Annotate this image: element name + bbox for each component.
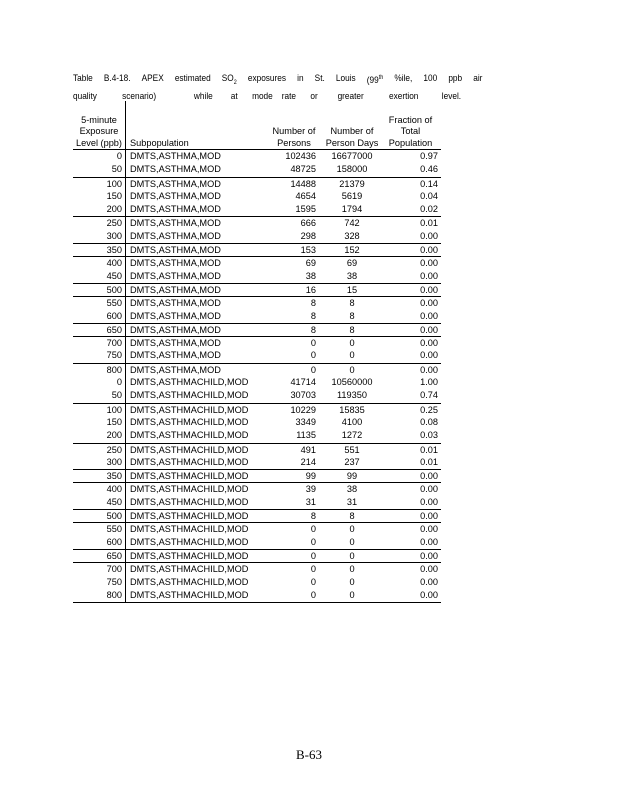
- caption-line-1: [73, 72, 483, 90]
- number-of-persons-cell: 0: [310, 338, 316, 349]
- exposure-level-cell: 550: [106, 524, 122, 535]
- subpopulation-cell: DMTS,ASTHMACHILD,MOD: [125, 496, 264, 509]
- fraction-cell: 0.08: [420, 416, 438, 427]
- caption-word: Louis: [335, 73, 356, 83]
- number-of-persons-cell: 0: [310, 576, 316, 587]
- table-row: [73, 482, 441, 495]
- number-of-persons-cell: 491: [300, 444, 316, 455]
- subpopulation-cell: DMTS,ASTHMA,MOD: [125, 337, 264, 349]
- table-row: [73, 456, 441, 469]
- exposure-level-cell: 650: [106, 550, 122, 561]
- number-of-person-days-cell: 1794: [341, 204, 363, 215]
- exposure-level-cell: 50: [111, 390, 122, 401]
- exposure-level-cell: 300: [106, 456, 122, 467]
- exposure-level-cell: 200: [106, 430, 122, 441]
- table-row: [73, 536, 441, 549]
- fraction-cell: 0.00: [420, 496, 438, 507]
- table-row: [73, 177, 441, 190]
- exposure-level-cell: 600: [106, 310, 122, 321]
- header-fraction-of-population: Fraction of Total Population: [388, 114, 433, 148]
- number-of-person-days-cell: 31: [346, 496, 358, 507]
- number-of-persons-cell: 0: [310, 364, 316, 375]
- fraction-cell: 0.74: [420, 390, 438, 401]
- number-of-persons-cell: 38: [305, 270, 316, 281]
- subpopulation-cell: DMTS,ASTHMA,MOD: [125, 190, 264, 203]
- caption-word: air: [473, 73, 483, 83]
- subpopulation-cell: DMTS,ASTHMACHILD,MOD: [125, 456, 264, 469]
- exposure-level-cell: 650: [106, 324, 122, 335]
- table-header: [73, 101, 441, 150]
- number-of-person-days-cell: 1272: [341, 430, 363, 441]
- number-of-person-days-cell: 16677000: [331, 151, 373, 161]
- subpopulation-cell: DMTS,ASTHMA,MOD: [125, 163, 264, 176]
- number-of-persons-cell: 1135: [296, 430, 316, 441]
- caption-word: Table: [73, 73, 93, 83]
- fraction-cell: 0.14: [420, 178, 438, 189]
- fraction-cell: 0.00: [420, 284, 438, 295]
- number-of-person-days-cell: 0: [349, 536, 355, 547]
- caption-word: greater: [337, 90, 364, 101]
- caption-word: ppb: [448, 73, 463, 83]
- number-of-person-days-cell: 8: [349, 324, 355, 335]
- number-of-persons-cell: 48725: [290, 164, 316, 175]
- header-number-of-person-days: Number of Person Days: [325, 126, 379, 148]
- exposure-level-cell: 800: [106, 364, 122, 375]
- caption-word: while: [193, 90, 213, 101]
- fraction-cell: 0.00: [420, 350, 438, 361]
- number-of-persons-cell: 3349: [295, 416, 316, 427]
- subpopulation-cell: DMTS,ASTHMA,MOD: [125, 324, 264, 336]
- exposure-level-cell: 150: [106, 416, 122, 427]
- table-row: [73, 416, 441, 429]
- number-of-persons-cell: 31: [305, 496, 316, 507]
- table-row: [73, 230, 441, 243]
- caption-word: exertion: [388, 90, 419, 101]
- number-of-person-days-cell: 10560000: [331, 377, 373, 388]
- fraction-cell: 0.46: [420, 164, 438, 175]
- caption-word: at: [230, 90, 238, 101]
- table-row: [73, 243, 441, 256]
- number-of-persons-cell: 8: [310, 298, 316, 309]
- exposure-level-cell: 100: [106, 178, 122, 189]
- exposure-level-cell: 0: [116, 151, 122, 161]
- exposure-level-cell: 150: [106, 190, 122, 201]
- header-exposure-level: 5-minute Exposure Level (ppb): [76, 114, 122, 148]
- table-row: [73, 270, 441, 283]
- exposure-level-cell: 350: [106, 245, 122, 256]
- subpopulation-cell: DMTS,ASTHMA,MOD: [125, 230, 264, 243]
- number-of-person-days-cell: 4100: [341, 416, 363, 427]
- table-row: [73, 190, 441, 203]
- number-of-persons-cell: 16: [305, 284, 316, 295]
- exposure-level-cell: 400: [106, 484, 122, 495]
- fraction-cell: 0.00: [420, 364, 438, 375]
- table-row: [73, 589, 441, 603]
- fraction-cell: 0.97: [420, 151, 438, 161]
- fraction-cell: 1.00: [420, 377, 438, 388]
- subpopulation-cell: DMTS,ASTHMACHILD,MOD: [125, 550, 264, 562]
- exposure-level-cell: 250: [106, 218, 122, 229]
- number-of-persons-cell: 0: [310, 536, 316, 547]
- exposure-level-cell: 250: [106, 444, 122, 455]
- number-of-person-days-cell: 69: [346, 258, 358, 269]
- number-of-person-days-cell: 38: [346, 270, 358, 281]
- subpopulation-cell: DMTS,ASTHMACHILD,MOD: [125, 416, 264, 429]
- table-row: [73, 296, 441, 309]
- subpopulation-cell: DMTS,ASTHMACHILD,MOD: [125, 536, 264, 549]
- caption-pct: (99: [366, 75, 379, 86]
- number-of-persons-cell: 99: [305, 471, 316, 482]
- fraction-cell: 0.00: [420, 245, 438, 256]
- table-row: [73, 496, 441, 509]
- number-of-person-days-cell: 8: [349, 298, 355, 309]
- table-caption: [73, 72, 483, 103]
- table-row: [73, 549, 441, 562]
- fraction-cell: 0.00: [420, 310, 438, 321]
- subpopulation-cell: DMTS,ASTHMACHILD,MOD: [125, 483, 264, 495]
- subpopulation-cell: DMTS,ASTHMA,MOD: [125, 349, 264, 362]
- exposure-level-cell: 750: [106, 350, 122, 361]
- subpopulation-cell: DMTS,ASTHMACHILD,MOD: [125, 404, 264, 416]
- number-of-persons-cell: 0: [310, 589, 316, 600]
- number-of-person-days-cell: 38: [346, 484, 358, 495]
- caption-word: in: [297, 73, 304, 83]
- header-subpopulation: Subpopulation: [125, 101, 264, 149]
- exposure-level-cell: 600: [106, 536, 122, 547]
- number-of-persons-cell: 41714: [290, 377, 316, 388]
- exposure-level-cell: 200: [106, 204, 122, 215]
- fraction-cell: 0.00: [420, 564, 438, 575]
- caption-word: [222, 72, 237, 90]
- table-row: [73, 522, 441, 535]
- caption-word: level.: [441, 90, 462, 101]
- fraction-cell: 0.00: [420, 258, 438, 269]
- fraction-cell: 0.03: [420, 430, 438, 441]
- caption-word: %ile,: [394, 73, 413, 83]
- exposure-level-cell: 450: [106, 270, 122, 281]
- number-of-persons-cell: 298: [300, 230, 316, 241]
- fraction-cell: 0.25: [420, 404, 438, 415]
- table-row: [73, 323, 441, 336]
- table-row: [73, 562, 441, 575]
- exposure-level-cell: 700: [106, 564, 122, 575]
- exposure-level-cell: 500: [106, 511, 122, 522]
- table-row: [73, 376, 441, 389]
- table-row: [73, 509, 441, 522]
- number-of-persons-cell: 30703: [290, 390, 316, 401]
- number-of-person-days-cell: 328: [344, 230, 360, 241]
- fraction-cell: 0.00: [420, 338, 438, 349]
- number-of-person-days-cell: 237: [344, 456, 360, 467]
- exposure-table: [73, 101, 441, 603]
- exposure-level-cell: 500: [106, 284, 122, 295]
- number-of-persons-cell: 666: [300, 218, 316, 229]
- number-of-person-days-cell: 0: [349, 338, 355, 349]
- table-row: [73, 203, 441, 216]
- number-of-person-days-cell: 0: [349, 550, 355, 561]
- exposure-level-cell: 350: [106, 471, 122, 482]
- table-row: [73, 469, 441, 482]
- caption-word: B.4-18.: [103, 73, 131, 83]
- fraction-cell: 0.04: [420, 190, 438, 201]
- exposure-level-cell: 50: [111, 164, 122, 175]
- fraction-cell: 0.00: [420, 511, 438, 522]
- subpopulation-cell: DMTS,ASTHMA,MOD: [125, 297, 264, 309]
- subpopulation-cell: DMTS,ASTHMA,MOD: [125, 244, 264, 256]
- number-of-persons-cell: 0: [310, 550, 316, 561]
- caption-word: St.: [314, 73, 325, 83]
- exposure-level-cell: 550: [106, 298, 122, 309]
- table-row: [73, 363, 441, 376]
- fraction-cell: 0.00: [420, 484, 438, 495]
- header-number-of-persons: Number of Persons: [272, 126, 316, 148]
- number-of-person-days-cell: 742: [344, 218, 360, 229]
- number-of-person-days-cell: 5619: [341, 190, 363, 201]
- exposure-level-cell: 0: [116, 377, 122, 388]
- fraction-cell: 0.01: [420, 456, 438, 467]
- table-row: [73, 283, 441, 296]
- fraction-cell: 0.00: [420, 324, 438, 335]
- subpopulation-cell: DMTS,ASTHMACHILD,MOD: [125, 470, 264, 482]
- exposure-level-cell: 100: [106, 404, 122, 415]
- table-row: [73, 429, 441, 442]
- subpopulation-cell: DMTS,ASTHMACHILD,MOD: [125, 444, 264, 456]
- caption-superscript: th: [378, 75, 384, 81]
- number-of-persons-cell: 8: [310, 310, 316, 321]
- subpopulation-cell: DMTS,ASTHMA,MOD: [125, 150, 264, 163]
- caption-subscript: 2: [233, 79, 237, 86]
- fraction-cell: 0.00: [420, 298, 438, 309]
- number-of-persons-cell: 153: [300, 245, 316, 256]
- fraction-cell: 0.00: [420, 536, 438, 547]
- subpopulation-cell: DMTS,ASTHMA,MOD: [125, 310, 264, 323]
- fraction-cell: 0.01: [420, 444, 438, 455]
- fraction-cell: 0.01: [420, 218, 438, 229]
- number-of-person-days-cell: 8: [349, 511, 355, 522]
- number-of-person-days-cell: 99: [346, 471, 358, 482]
- fraction-cell: 0.00: [420, 270, 438, 281]
- table-row: [73, 163, 441, 176]
- number-of-person-days-cell: 15: [346, 284, 358, 295]
- table-row: [73, 349, 441, 362]
- table-row: [73, 403, 441, 416]
- number-of-persons-cell: 0: [310, 350, 316, 361]
- page-number: B-63: [296, 747, 322, 762]
- number-of-person-days-cell: 0: [349, 589, 355, 600]
- exposure-level-cell: 800: [106, 589, 122, 600]
- number-of-persons-cell: 14488: [290, 178, 316, 189]
- table-row: [73, 576, 441, 589]
- caption-word: mode: [252, 90, 273, 101]
- subpopulation-cell: DMTS,ASTHMACHILD,MOD: [125, 510, 264, 522]
- table-row: [73, 256, 441, 269]
- number-of-person-days-cell: 551: [344, 444, 360, 455]
- caption-word: rate: [281, 90, 297, 101]
- number-of-persons-cell: 8: [310, 324, 316, 335]
- subpopulation-cell: DMTS,ASTHMACHILD,MOD: [125, 389, 264, 402]
- number-of-person-days-cell: 8: [349, 310, 355, 321]
- table-body: [73, 150, 441, 603]
- exposure-level-cell: 750: [106, 576, 122, 587]
- table-row: [73, 336, 441, 349]
- number-of-person-days-cell: 21379: [339, 178, 365, 189]
- table-row: [73, 389, 441, 402]
- exposure-level-cell: 700: [106, 338, 122, 349]
- fraction-cell: 0.00: [420, 589, 438, 600]
- fraction-cell: 0.00: [420, 576, 438, 587]
- caption-word: or: [310, 90, 318, 101]
- number-of-person-days-cell: 0: [349, 564, 355, 575]
- subpopulation-cell: DMTS,ASTHMA,MOD: [125, 270, 264, 283]
- exposure-level-cell: 450: [106, 496, 122, 507]
- number-of-persons-cell: 39: [305, 484, 316, 495]
- table-row: [73, 310, 441, 323]
- caption-word: APEX: [141, 73, 164, 83]
- caption-word: exposures: [247, 73, 287, 83]
- subpopulation-cell: DMTS,ASTHMACHILD,MOD: [125, 376, 264, 389]
- number-of-person-days-cell: 0: [349, 524, 355, 535]
- caption-word: quality: [73, 90, 97, 101]
- number-of-persons-cell: 8: [310, 511, 316, 522]
- subpopulation-cell: DMTS,ASTHMA,MOD: [125, 364, 264, 376]
- number-of-person-days-cell: 158000: [336, 164, 368, 175]
- fraction-cell: 0.00: [420, 471, 438, 482]
- subpopulation-cell: DMTS,ASTHMA,MOD: [125, 203, 264, 216]
- fraction-cell: 0.00: [420, 230, 438, 241]
- number-of-persons-cell: 0: [310, 524, 316, 535]
- number-of-persons-cell: 214: [300, 456, 316, 467]
- table-row: [73, 216, 441, 229]
- subpopulation-cell: DMTS,ASTHMA,MOD: [125, 217, 264, 229]
- fraction-cell: 0.00: [420, 524, 438, 535]
- caption-word: 100: [423, 73, 438, 83]
- number-of-person-days-cell: 15835: [339, 404, 365, 415]
- number-of-person-days-cell: 0: [349, 364, 355, 375]
- caption-word: estimated: [174, 73, 211, 83]
- subpopulation-cell: DMTS,ASTHMACHILD,MOD: [125, 589, 264, 602]
- number-of-person-days-cell: 0: [349, 576, 355, 587]
- number-of-persons-cell: 69: [305, 258, 316, 269]
- number-of-person-days-cell: 0: [349, 350, 355, 361]
- number-of-persons-cell: 102436: [285, 151, 316, 161]
- subpopulation-cell: DMTS,ASTHMACHILD,MOD: [125, 576, 264, 589]
- caption-so: SO: [221, 73, 234, 83]
- table-row: [73, 443, 441, 456]
- subpopulation-cell: DMTS,ASTHMA,MOD: [125, 257, 264, 269]
- number-of-person-days-cell: 119350: [337, 390, 367, 401]
- caption-word: scenario): [122, 90, 157, 101]
- subpopulation-cell: DMTS,ASTHMACHILD,MOD: [125, 429, 264, 442]
- fraction-cell: 0.00: [420, 550, 438, 561]
- number-of-persons-cell: 1595: [295, 204, 316, 215]
- subpopulation-cell: DMTS,ASTHMACHILD,MOD: [125, 523, 264, 535]
- fraction-cell: 0.02: [420, 204, 438, 215]
- number-of-persons-cell: 0: [310, 564, 316, 575]
- subpopulation-cell: DMTS,ASTHMA,MOD: [125, 178, 264, 190]
- caption-word: [367, 72, 383, 90]
- subpopulation-cell: DMTS,ASTHMACHILD,MOD: [125, 563, 264, 575]
- number-of-person-days-cell: 152: [344, 245, 360, 256]
- exposure-level-cell: 300: [106, 230, 122, 241]
- table-row: [73, 150, 441, 163]
- number-of-persons-cell: 4654: [295, 190, 316, 201]
- exposure-level-cell: 400: [106, 258, 122, 269]
- subpopulation-cell: DMTS,ASTHMA,MOD: [125, 284, 264, 296]
- number-of-persons-cell: 10229: [290, 404, 316, 415]
